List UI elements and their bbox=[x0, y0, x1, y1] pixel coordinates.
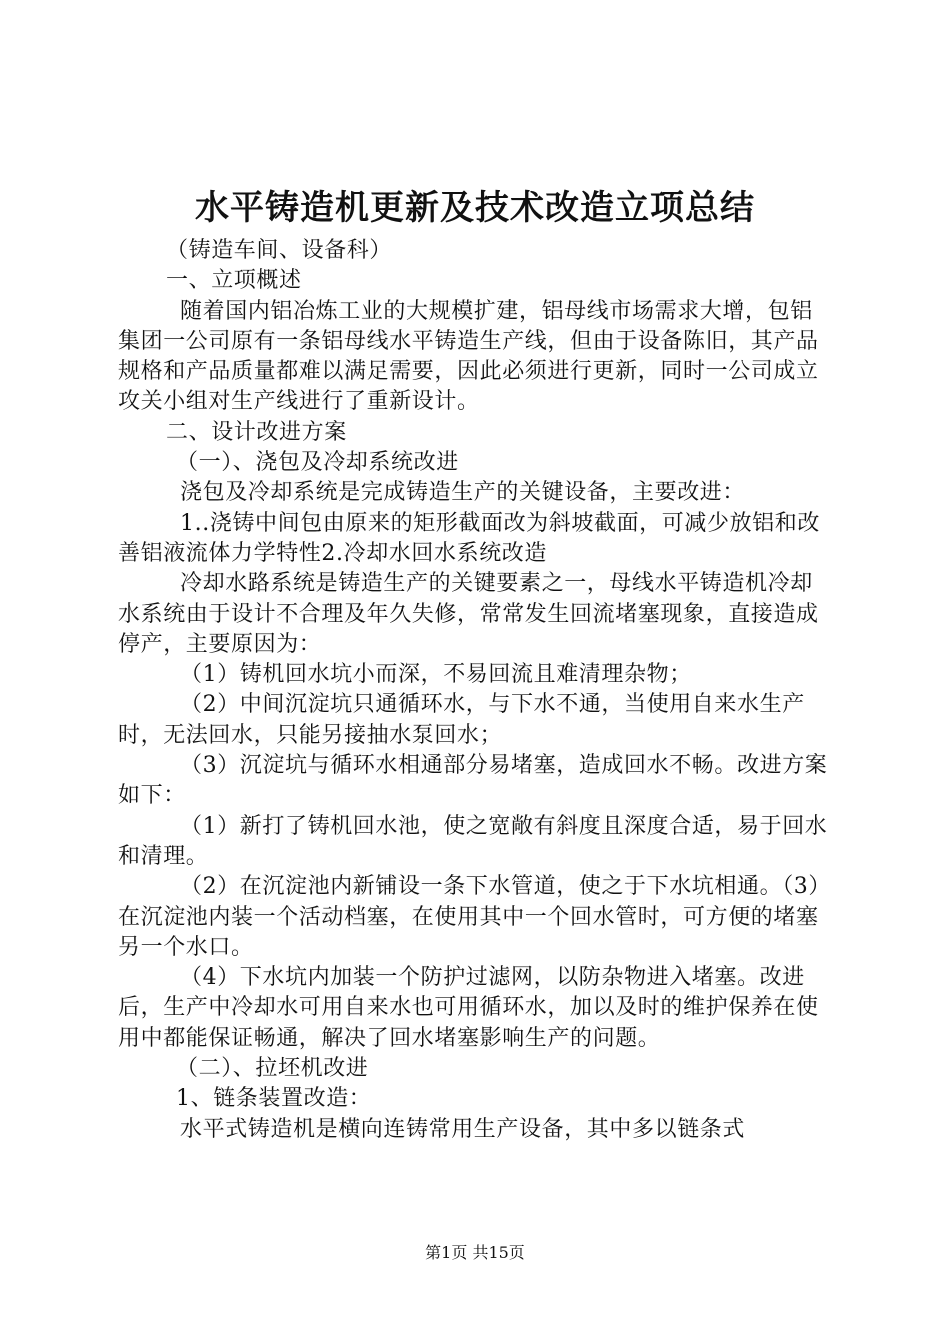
document-body bbox=[118, 236, 834, 1145]
list-item-cause-1: （1）铸机回水坑小而深，不易回流且难清理杂物； bbox=[180, 662, 692, 688]
department-note: （铸造车间、设备科） bbox=[166, 238, 393, 263]
section-heading-design: 二、设计改进方案 bbox=[166, 419, 347, 445]
subsection-heading-ladle-cooling: （一）、浇包及冷却系统改进 bbox=[176, 450, 459, 476]
list-item-fix-1: （1）新打了铸机回水池，使之宽敞有斜度且深度合适，易于回水和清理。 bbox=[118, 813, 828, 869]
paragraph-cooling-water: 冷却水路系统是铸造生产的关键要素之一，母线水平铸造机冷却水系统由于设计不合理及年久失修，常常发生回流堵塞现象，直接造成停产，主要原因为： bbox=[118, 571, 819, 657]
paragraph-chain: 水平式铸造机是横向连铸常用生产设备，其中多以链条式 bbox=[180, 1116, 746, 1142]
item-heading-chain: 1、链条装置改造： bbox=[176, 1086, 372, 1112]
subsection-heading-withdrawal: （二）、拉坯机改进 bbox=[176, 1056, 369, 1082]
list-item-fix-4: （4）下水坑内加装一个防护过滤网，以防杂物进入堵塞。改进后，生产中冷却水可用自来水也可用循环水，加以及时的维护保养在使用中都能保证畅通，解决了回水堵塞影响生产的问题。 bbox=[118, 965, 819, 1051]
section-heading-overview: 一、立项概述 bbox=[166, 268, 302, 294]
document-title: 水平铸造机更新及技术改造立项总结 bbox=[195, 188, 755, 228]
page-number: 第1页 共15页 bbox=[425, 1243, 525, 1262]
paragraph-ladle-item: 1..浇铸中间包由原来的矩形截面改为斜坡截面，可减少放铝和改善铝液流体力学特性2.冷却水回水系统改造 bbox=[118, 510, 820, 566]
paragraph-overview: 随着国内铝冶炼工业的大规模扩建，铝母线市场需求大增，包铝集团一公司原有一条铝母线水平铸造生产线，但由于设备陈旧，其产品规格和产品质量都难以满足需要，因此必须进行更新，同时一公司成立攻关小组对生产线进行了重新设计。 bbox=[118, 298, 819, 415]
list-item-cause-3: （3）沉淀坑与循环水相通部分易堵塞，造成回水不畅。改进方案如下： bbox=[118, 753, 828, 809]
list-item-fix-2-3: （2）在沉淀池内新铺设一条下水管道，使之于下水坑相通。（3）在沉淀池内装一个活动档塞，在使用其中一个回水管时，可方便的堵塞另一个水口。 bbox=[118, 874, 831, 960]
paragraph-ladle-intro: 浇包及冷却系统是完成铸造生产的关键设备，主要改进： bbox=[180, 480, 746, 506]
list-item-cause-2: （2）中间沉淀坑只通循环水，与下水不通，当使用自来水生产时，无法回水，只能另接抽水泵回水； bbox=[118, 692, 805, 748]
